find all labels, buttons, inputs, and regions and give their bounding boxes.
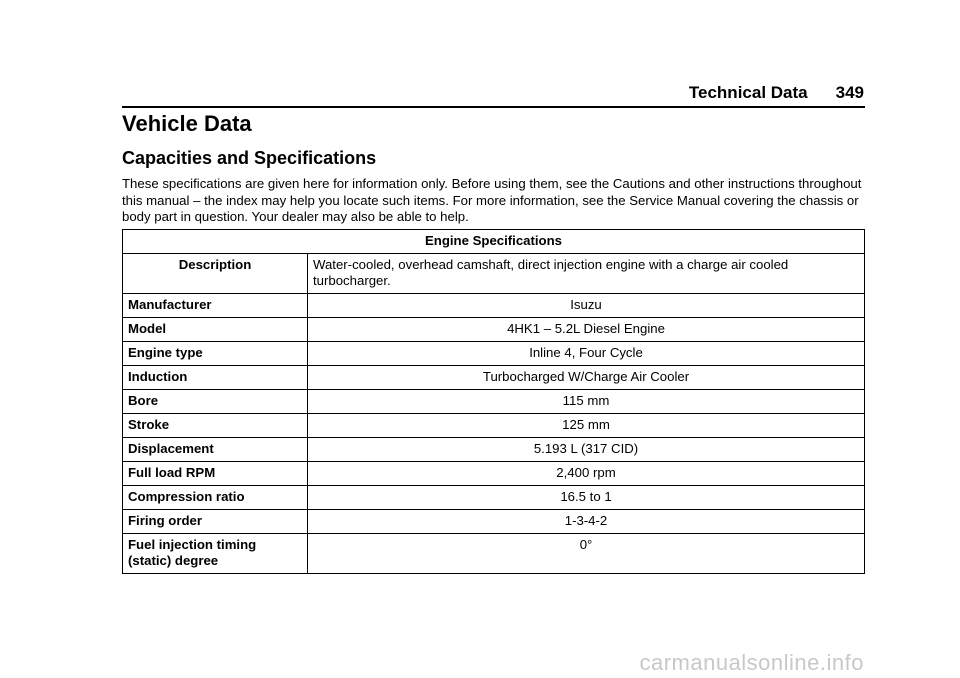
- intro-paragraph: These specifications are given here for information only. Before using them, see the Cautions and other instructions throughout this manual – the index may help you locate such items. For more information, see the Service Manual covering the chassis or body part in question. Your dealer may also be able to help.: [122, 176, 862, 225]
- row-value: Turbocharged W/Charge Air Cooler: [308, 366, 865, 390]
- row-label: Engine type: [123, 342, 308, 366]
- row-value: Water-cooled, overhead camshaft, direct injection engine with a charge air cooled turbocharger.: [308, 254, 865, 294]
- page-header: [122, 82, 864, 104]
- table-row: [123, 366, 865, 390]
- table-row: [123, 438, 865, 462]
- row-value: 2,400 rpm: [308, 462, 865, 486]
- row-label: Compression ratio: [123, 486, 308, 510]
- table-row: [123, 390, 865, 414]
- page-title: Vehicle Data: [122, 111, 252, 136]
- table-row: [123, 254, 865, 294]
- section-subtitle: Capacities and Specifications: [122, 148, 377, 168]
- table-caption: Engine Specifications: [123, 230, 865, 254]
- row-label: Full load RPM: [123, 462, 308, 486]
- row-value: 115 mm: [308, 390, 865, 414]
- page-number: 349: [835, 83, 864, 102]
- row-label: Firing order: [123, 510, 308, 534]
- row-value: 16.5 to 1: [308, 486, 865, 510]
- row-label: Description: [123, 254, 308, 294]
- row-value: 1-3-4-2: [308, 510, 865, 534]
- table-row: [123, 462, 865, 486]
- row-label: Induction: [123, 366, 308, 390]
- row-value: 4HK1 – 5.2L Diesel Engine: [308, 318, 865, 342]
- row-label: Fuel injection timing (static) degree: [123, 534, 308, 574]
- row-label: Model: [123, 318, 308, 342]
- row-value: 125 mm: [308, 414, 865, 438]
- table-row: [123, 342, 865, 366]
- row-label: Bore: [123, 390, 308, 414]
- row-label: Stroke: [123, 414, 308, 438]
- row-label: Displacement: [123, 438, 308, 462]
- table-row: [123, 510, 865, 534]
- table-row: [123, 486, 865, 510]
- row-value: 5.193 L (317 CID): [308, 438, 865, 462]
- row-value: 0°: [308, 534, 865, 574]
- table-row: [123, 414, 865, 438]
- watermark-text: carmanualsonline.info: [639, 650, 864, 675]
- section-title: Technical Data: [688, 83, 808, 102]
- table-row: [123, 534, 865, 574]
- table-row: [123, 294, 865, 318]
- engine-specifications-table: [122, 229, 865, 574]
- table-row: [123, 318, 865, 342]
- row-label: Manufacturer: [123, 294, 308, 318]
- row-value: Isuzu: [308, 294, 865, 318]
- header-rule: [122, 106, 865, 108]
- row-value: Inline 4, Four Cycle: [308, 342, 865, 366]
